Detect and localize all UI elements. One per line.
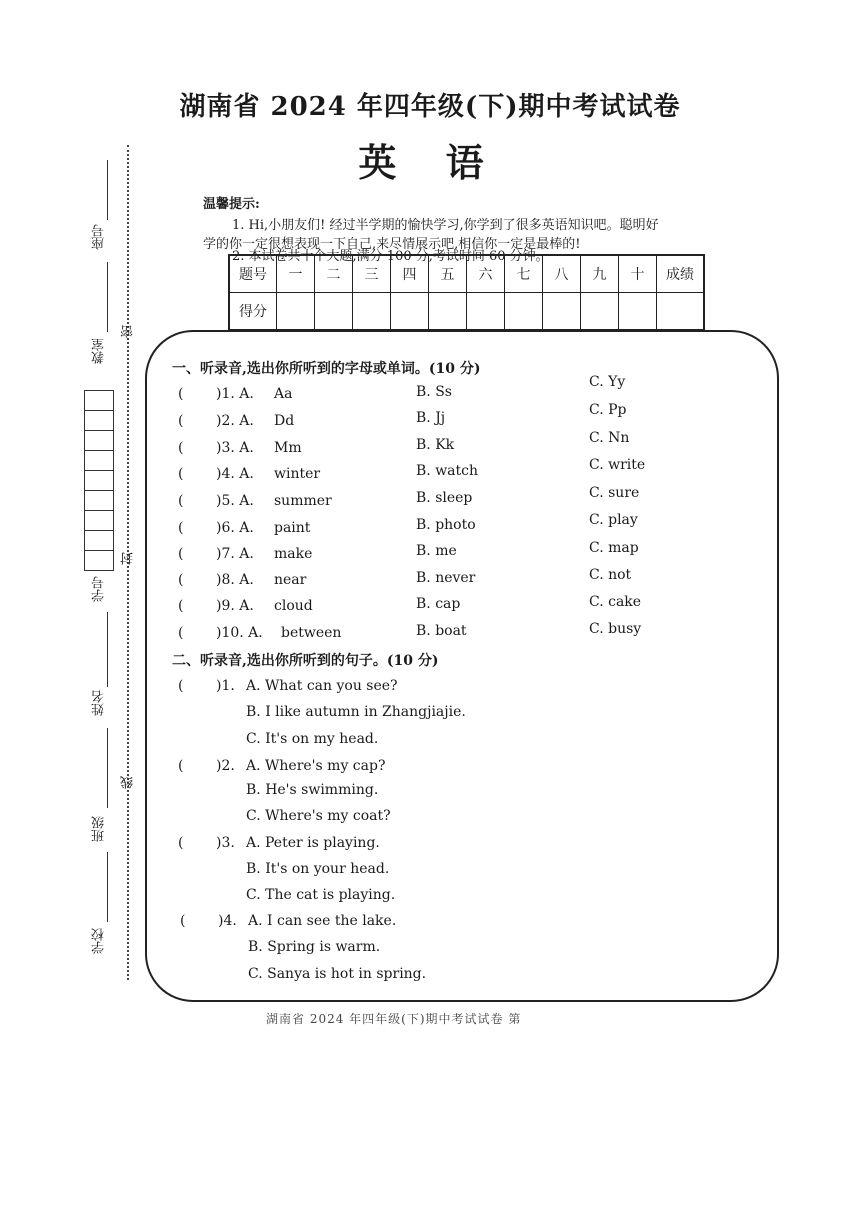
question-number: )4. <box>218 913 237 929</box>
column-3: 三 <box>353 255 391 293</box>
answer-bracket[interactable]: ( <box>178 386 184 402</box>
sentence-option-a: A. What can you see? <box>246 678 398 694</box>
tip-line-1: 1. Hi,小朋友们! 经过半学期的愉快学习,你学到了很多英语知识吧。聪明好 <box>232 218 659 233</box>
tip-line-3: 2. 本试卷共十个大题,满分 100 分,考试时间 60 分钟。 <box>232 249 549 264</box>
section-2-title: 二、听录音,选出你所听到的句子。(10 分) <box>172 653 439 669</box>
score-cell[interactable] <box>543 293 581 331</box>
column-1: 一 <box>277 255 315 293</box>
item-number: )2. A. <box>216 413 254 429</box>
item-number: )3. A. <box>216 440 254 456</box>
column-5: 五 <box>429 255 467 293</box>
item-number: )6. A. <box>216 520 254 536</box>
column-4: 四 <box>391 255 429 293</box>
sentence-option-b: B. Spring is warm. <box>248 939 381 955</box>
section-1-title: 一、听录音,选出你所听到的字母或单词。(10 分) <box>172 361 481 377</box>
sentence-option-c: C. The cat is playing. <box>246 887 396 903</box>
option-b: B. watch <box>416 463 479 479</box>
total-score-cell[interactable] <box>657 293 705 331</box>
student-number-boxes[interactable] <box>84 390 114 571</box>
option-a: Aa <box>274 386 293 402</box>
seal-feng: 封 <box>121 552 136 565</box>
answer-bracket[interactable]: ( <box>178 546 184 562</box>
score-cell[interactable] <box>505 293 543 331</box>
option-a: make <box>274 546 313 562</box>
option-b: B. Ss <box>416 384 452 400</box>
score-cell[interactable] <box>429 293 467 331</box>
exam-title: 湖南省 2024 年四年级(下)期中考试试卷 <box>179 92 681 122</box>
sentence-option-c: C. Sanya is hot in spring. <box>248 966 427 982</box>
answer-bracket[interactable]: ( <box>178 678 184 694</box>
sentence-option-a: A. Peter is playing. <box>246 835 380 851</box>
item-number: )9. A. <box>216 598 254 614</box>
option-c: C. sure <box>589 485 640 501</box>
answer-bracket[interactable]: ( <box>178 413 184 429</box>
sentence-option-c: C. Where's my coat? <box>246 808 391 824</box>
option-a: near <box>274 572 307 588</box>
subject-title: 英 语 <box>358 140 502 185</box>
seal-mi: 密 <box>121 325 136 338</box>
item-number: )10. A. <box>216 625 263 641</box>
sentence-option-b: B. It's on your head. <box>246 861 390 877</box>
item-number: )7. A. <box>216 546 254 562</box>
option-c: C. Nn <box>589 430 630 446</box>
tips-heading: 温馨提示: <box>203 197 260 212</box>
score-cell[interactable] <box>467 293 505 331</box>
answer-bracket[interactable]: ( <box>180 913 186 929</box>
student-number-label: 学号 <box>92 576 107 602</box>
option-a: Dd <box>274 413 295 429</box>
option-a: cloud <box>274 598 313 614</box>
answer-bracket[interactable]: ( <box>178 598 184 614</box>
seat-write-line <box>107 160 108 220</box>
page-footer: 湖南省 2024 年四年级(下)期中考试试卷 第 <box>266 1012 522 1026</box>
option-c: C. cake <box>589 594 642 610</box>
option-c: C. write <box>589 457 646 473</box>
score-table-score-row <box>229 293 704 331</box>
column-9: 九 <box>581 255 619 293</box>
class-write-line <box>107 852 108 922</box>
item-number: )8. A. <box>216 572 254 588</box>
sentence-option-c: C. It's on my head. <box>246 731 379 747</box>
score-cell[interactable] <box>619 293 657 331</box>
column-2: 二 <box>315 255 353 293</box>
option-a: summer <box>274 493 332 509</box>
item-number: )4. A. <box>216 466 254 482</box>
option-a: between <box>281 625 342 641</box>
question-number-label: 题号 <box>229 255 277 293</box>
answer-bracket[interactable]: ( <box>178 572 184 588</box>
score-cell[interactable] <box>277 293 315 331</box>
column-7: 七 <box>505 255 543 293</box>
option-b: B. never <box>416 570 476 586</box>
seal-xian: 线 <box>121 776 136 789</box>
item-number: )1. A. <box>216 386 254 402</box>
option-b: B. Jj <box>416 410 446 426</box>
answer-bracket[interactable]: ( <box>178 493 184 509</box>
name-write-line <box>107 728 108 808</box>
score-cell[interactable] <box>391 293 429 331</box>
column-8: 八 <box>543 255 581 293</box>
sentence-option-a: A. Where's my cap? <box>246 758 386 774</box>
option-b: B. boat <box>416 623 467 639</box>
question-number: )3. <box>216 835 235 851</box>
column-10: 十 <box>619 255 657 293</box>
option-b: B. me <box>416 543 457 559</box>
answer-bracket[interactable]: ( <box>178 625 184 641</box>
total-score-label: 成绩 <box>657 255 705 293</box>
option-c: C. not <box>589 567 632 583</box>
class-label: 班级 <box>92 816 107 842</box>
item-number: )5. A. <box>216 493 254 509</box>
seat-label: 座号 <box>92 224 107 250</box>
question-number: )1. <box>216 678 235 694</box>
answer-bracket[interactable]: ( <box>178 758 184 774</box>
tip-line-2: 学的你一定很想表现一下自己,来尽情展示吧,相信你一定是最棒的! <box>203 237 581 252</box>
school-label: 学校 <box>92 928 107 954</box>
answer-bracket[interactable]: ( <box>178 520 184 536</box>
option-a: winter <box>274 466 321 482</box>
sentence-option-b: B. He's swimming. <box>246 782 379 798</box>
option-b: B. cap <box>416 596 461 612</box>
score-table <box>228 254 705 331</box>
option-b: B. sleep <box>416 490 473 506</box>
sentence-option-a: A. I can see the lake. <box>248 913 397 929</box>
seat-write-line-2 <box>107 262 108 332</box>
answer-bracket[interactable]: ( <box>178 835 184 851</box>
room-label: 教室 <box>92 338 107 364</box>
question-number: )2. <box>216 758 235 774</box>
option-b: B. photo <box>416 517 476 533</box>
option-c: C. play <box>589 512 638 528</box>
option-a: Mm <box>274 440 302 456</box>
student-number-write-line <box>107 612 108 687</box>
column-6: 六 <box>467 255 505 293</box>
score-cell[interactable] <box>581 293 619 331</box>
option-c: C. Yy <box>589 374 626 390</box>
name-label: 姓名 <box>92 690 107 716</box>
score-cell[interactable] <box>315 293 353 331</box>
score-table-header-row <box>229 255 704 293</box>
option-c: C. map <box>589 540 639 556</box>
option-b: B. Kk <box>416 437 455 453</box>
answer-bracket[interactable]: ( <box>178 466 184 482</box>
answer-bracket[interactable]: ( <box>178 440 184 456</box>
score-cell[interactable] <box>353 293 391 331</box>
sentence-option-b: B. I like autumn in Zhangjiajie. <box>246 704 466 720</box>
option-c: C. busy <box>589 621 642 637</box>
option-c: C. Pp <box>589 402 627 418</box>
score-label: 得分 <box>229 293 277 331</box>
option-a: paint <box>274 520 311 536</box>
